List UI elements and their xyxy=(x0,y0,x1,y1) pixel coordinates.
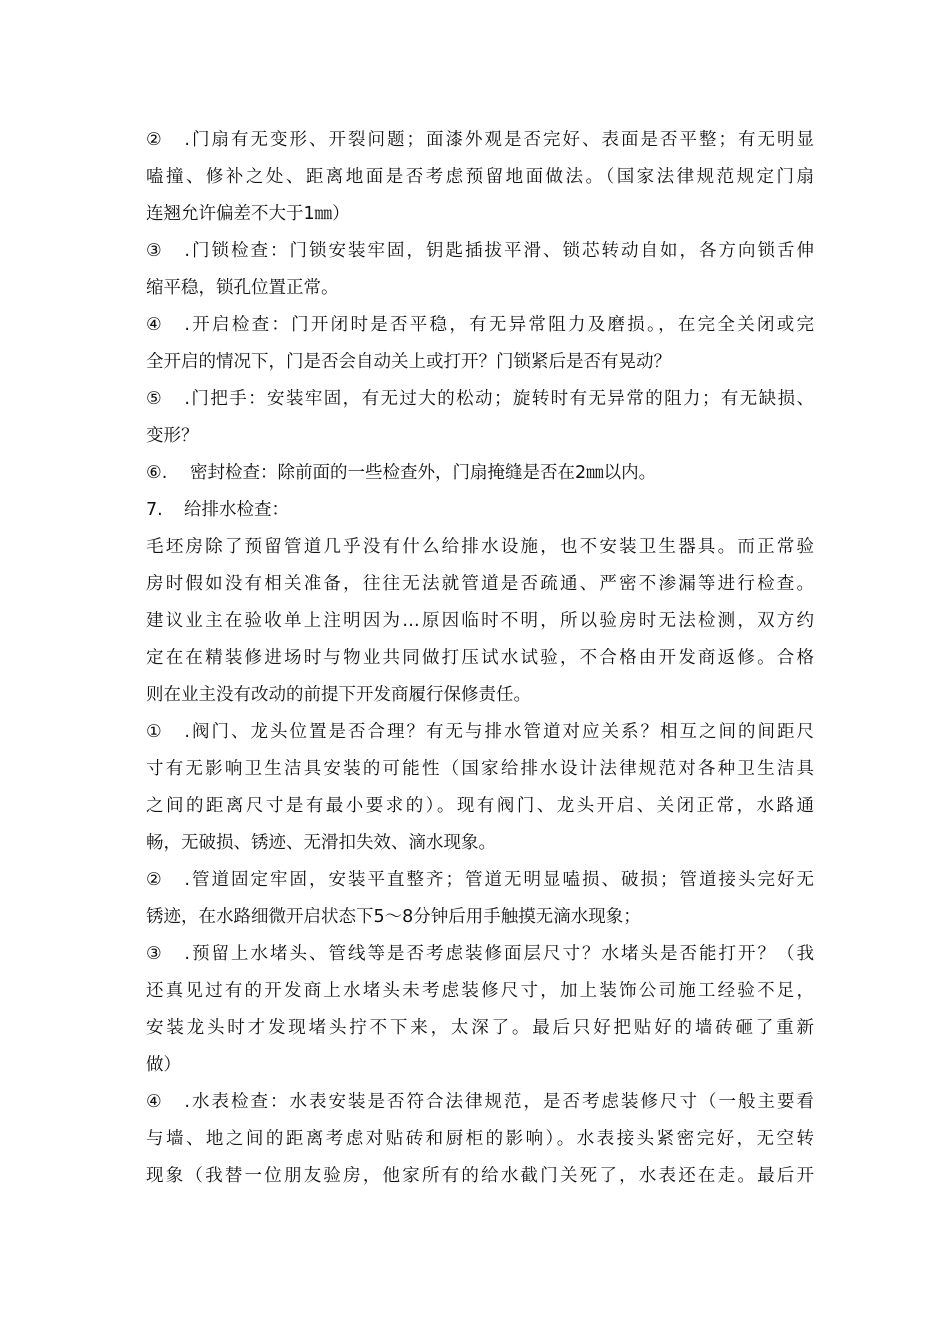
paragraph-line: 现象（我替一位朋友验房，他家所有的给水截门关死了，水表还在走。最后开 xyxy=(146,1166,814,1186)
list-marker: ③. xyxy=(146,944,190,964)
section-heading xyxy=(146,492,814,529)
paragraph-line xyxy=(146,936,814,973)
paragraph-line: 畅，无破损、锈迹、无滑扣失效、滴水现象。 xyxy=(146,833,496,853)
section-title: 给排水检查： xyxy=(184,500,289,520)
list-marker: ④. xyxy=(146,1092,190,1112)
paragraph-line: 变形？ xyxy=(146,426,199,446)
paragraph-line: 毛坯房除了预留管道几乎没有什么给排水设施，也不安装卫生器具。而正常验 xyxy=(146,537,814,557)
paragraph-line: 做） xyxy=(146,1055,181,1075)
line-text: 水表检查：水表安装是否符合法律规范，是否考虑装修尺寸（一般主要看 xyxy=(190,1092,814,1112)
paragraph-line xyxy=(146,233,814,270)
paragraph-line xyxy=(146,307,814,344)
list-marker: ②. xyxy=(146,870,190,890)
list-marker: ④. xyxy=(146,315,190,335)
line-text: 开启检查：门开闭时是否平稳，有无异常阻力及磨损。，在完全关闭或完 xyxy=(190,315,814,335)
paragraph-line: 建议业主在验收单上注明因为…原因临时不明，所以验房时无法检测，双方约 xyxy=(146,611,814,631)
paragraph-line xyxy=(146,1084,814,1121)
line-text: 预留上水堵头、管线等是否考虑装修面层尺寸？水堵头是否能打开？（我 xyxy=(190,944,814,964)
paragraph-line: 之间的距离尺寸是有最小要求的）。现有阀门、龙头开启、关闭正常，水路通 xyxy=(146,796,814,816)
paragraph-line: 则在业主没有改动的前提下开发商履行保修责任。 xyxy=(146,685,531,705)
paragraph-line: 全开启的情况下，门是否会自动关上或打开？门锁紧后是否有晃动？ xyxy=(146,352,671,372)
document-page xyxy=(146,122,814,1195)
paragraph-line: 嗑撞、修补之处、距离地面是否考虑预留地面做法。（国家法律规范规定门扇 xyxy=(146,167,814,187)
list-marker: ②. xyxy=(146,130,190,150)
paragraph-line: 连翘允许偏差不大于1㎜） xyxy=(146,204,350,224)
paragraph-line: 房时假如没有相关准备，往往无法就管道是否疏通、严密不渗漏等进行检查。 xyxy=(146,574,814,594)
list-marker: ①. xyxy=(146,722,190,742)
list-marker: ⑤. xyxy=(146,389,190,409)
section-number: 7. xyxy=(146,500,163,520)
line-text: 门扇有无变形、开裂问题；面漆外观是否完好、表面是否平整；有无明显 xyxy=(190,130,814,150)
paragraph-line xyxy=(146,714,814,751)
paragraph-line: 安装龙头时才发现堵头拧不下来，太深了。最后只好把贴好的墙砖砸了重新 xyxy=(146,1018,814,1038)
paragraph-line: 锈迹，在水路细微开启状态下5～8分钟后用手触摸无滴水现象； xyxy=(146,907,641,927)
paragraph-line: 与墙、地之间的距离考虑对贴砖和厨柜的影响）。水表接头紧密完好，无空转 xyxy=(146,1129,814,1149)
paragraph-line: 还真见过有的开发商上水堵头未考虑装修尺寸，加上装饰公司施工经验不足， xyxy=(146,981,814,1001)
paragraph-line xyxy=(146,862,814,899)
list-marker: ⑥. xyxy=(146,463,168,483)
paragraph-line: 缩平稳，锁孔位置正常。 xyxy=(146,278,339,298)
paragraph-line xyxy=(146,122,814,159)
paragraph-line: 寸有无影响卫生洁具安装的可能性（国家给排水设计法律规范对各种卫生洁具 xyxy=(146,759,814,779)
list-marker: ③. xyxy=(146,241,190,261)
line-text: 管道固定牢固，安装平直整齐；管道无明显嗑损、破损；管道接头完好无 xyxy=(190,870,814,890)
paragraph-line xyxy=(146,381,814,418)
line-text: 门锁检查：门锁安装牢固，钥匙插拔平滑、锁芯转动自如，各方向锁舌伸 xyxy=(190,241,814,261)
line-text: 阀门、龙头位置是否合理？有无与排水管道对应关系？相互之间的间距尺 xyxy=(190,722,814,742)
paragraph-line xyxy=(146,455,814,492)
line-text: 门把手：安装牢固，有无过大的松动；旋转时有无异常的阻力；有无缺损、 xyxy=(190,389,814,409)
line-text: 密封检查：除前面的一些检查外，门扇掩缝是否在2㎜以内。 xyxy=(190,463,657,483)
paragraph-line: 定在在精装修进场时与物业共同做打压试水试验，不合格由开发商返修。合格 xyxy=(146,648,814,668)
